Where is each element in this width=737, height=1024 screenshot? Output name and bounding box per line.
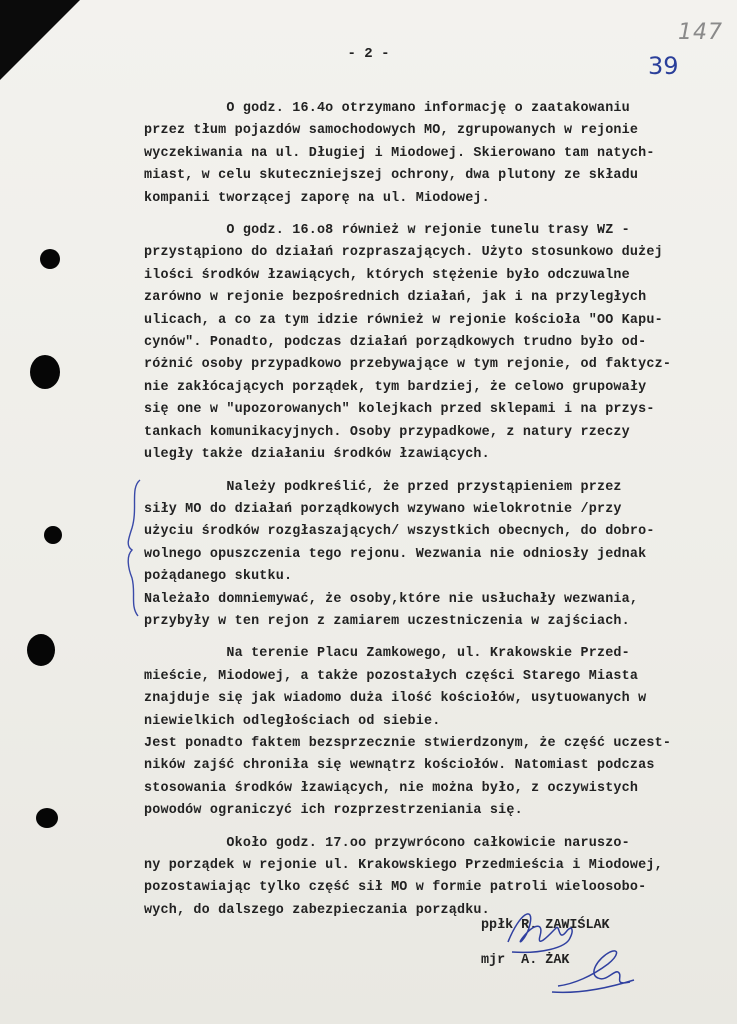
text-line: przybyły w ten rejon z zamiarem uczestniczenia w zajściach. (144, 613, 630, 629)
text-line: ulicach, a co za tym idzie również w rejonie kościoła "OO Kapu- (144, 312, 663, 328)
text-line: O godz. 16.o8 również w rejonie tunelu trasy WZ - (144, 223, 630, 239)
text-line: wych, do dalszego zabezpieczania porządku. (144, 902, 490, 918)
folio-pencil-number: 147 (678, 20, 723, 45)
page-number: - 2 - (347, 46, 390, 62)
text-line: wyczekiwania na ul. Długiej i Miodowej. Skierowano tam natych- (144, 145, 655, 161)
text-line: Około godz. 17.oo przywrócono całkowicie naruszo- (144, 835, 630, 851)
paragraph-gap (144, 633, 724, 643)
text-line: przez tłum pojazdów samochodowych MO, zgrupowanych w rejonie (144, 123, 639, 139)
text-line: miast, w celu skuteczniejszej ochrony, dwa plutony ze składu (144, 168, 639, 184)
text-line: mieście, Miodowej, a także pozostałych części Starego Miasta (144, 668, 639, 684)
handwritten-signature-2 (548, 942, 638, 996)
paragraph-gap (144, 210, 724, 220)
paragraph (144, 643, 724, 822)
punch-hole (36, 808, 58, 828)
signature-line-1: ppłk R. ZAWIŚLAK (481, 918, 610, 933)
text-line: Należy podkreślić, że przed przystąpieniem przez (144, 479, 622, 495)
text-line: powodów ograniczyć ich rozprzestrzeniania się. (144, 803, 523, 819)
text-line: użyciu środków rozgłaszających/ wszystkich obecnych, do dobro- (144, 524, 655, 540)
document-body (144, 98, 724, 922)
text-line: Na terenie Placu Zamkowego, ul. Krakowskie Przed- (144, 646, 630, 662)
paragraph (144, 833, 724, 923)
text-line: O godz. 16.4o otrzymano informację o zaatakowaniu (144, 101, 630, 116)
text-line: cynów". Ponadto, podczas działań porządkowych trudno było od- (144, 335, 647, 351)
text-line: różnić osoby przypadkowo przebywające w tym rejonie, od faktycz- (144, 357, 672, 373)
punch-hole (44, 526, 62, 544)
folio-blue-number: 39 (648, 52, 679, 80)
text-line: siły MO do działań porządkowych wzywano wielokrotnie /przy (144, 501, 622, 517)
text-line: uległy także działaniu środków łzawiących. (144, 447, 490, 463)
text-line: kompanii tworzącej zaporę na ul. Miodowej. (144, 190, 490, 206)
margin-bracket-mark (124, 478, 144, 618)
text-line: przystąpiono do działań rozpraszających. Użyto stosunkowo dużej (144, 245, 663, 261)
text-line: ny porządek w rejonie ul. Krakowskiego Przedmieścia i Miodowej, (144, 858, 663, 873)
text-line: pożądanego skutku. (144, 569, 293, 585)
text-line: wolnego opuszczenia tego rejonu. Wezwania nie odniosły jednak (144, 546, 647, 562)
paragraph-gap (144, 823, 724, 833)
text-line: znajduje się jak wiadomo duża ilość kościołów, usytuowanych w (144, 691, 647, 707)
torn-corner (0, 0, 80, 80)
text-line: ników zajść chroniła się wewnątrz kościołów. Natomiast podczas (144, 758, 655, 774)
text-line: niewielkich odległościach od siebie. (144, 713, 441, 729)
text-line: ilości środków łzawiących, których stężenie było odczuwalne (144, 267, 630, 283)
text-line: się one w "upozorowanych" kolejkach przed sklepami i na przys- (144, 402, 655, 418)
punch-hole (40, 249, 60, 269)
text-line: tankach komunikacyjnych. Osoby przypadkowe, z natury rzeczy (144, 424, 630, 440)
text-line: stosowania środków łzawiących, nie można było, z oczywistych (144, 780, 639, 796)
text-line: Jest ponadto faktem bezsprzecznie stwierdzonym, że część uczest- (144, 735, 672, 751)
paragraph (144, 98, 724, 210)
paragraph-gap (144, 467, 724, 477)
text-line: nie zakłócających porządek, tym bardziej, że celowo grupowały (144, 379, 647, 395)
text-line: Należało domniemywać, że osoby,które nie usłuchały wezwania, (144, 591, 639, 607)
text-line: zarówno w rejonie bezpośrednich działań, jak i na przyległych (144, 290, 647, 306)
paragraph (144, 477, 724, 634)
punch-hole (27, 634, 55, 666)
signature-line-2: mjr A. ŻAK (481, 953, 570, 968)
text-line: pozostawiając tylko część sił MO w formie patroli wieloosobo- (144, 880, 647, 896)
paragraph (144, 220, 724, 466)
punch-hole (30, 355, 60, 389)
